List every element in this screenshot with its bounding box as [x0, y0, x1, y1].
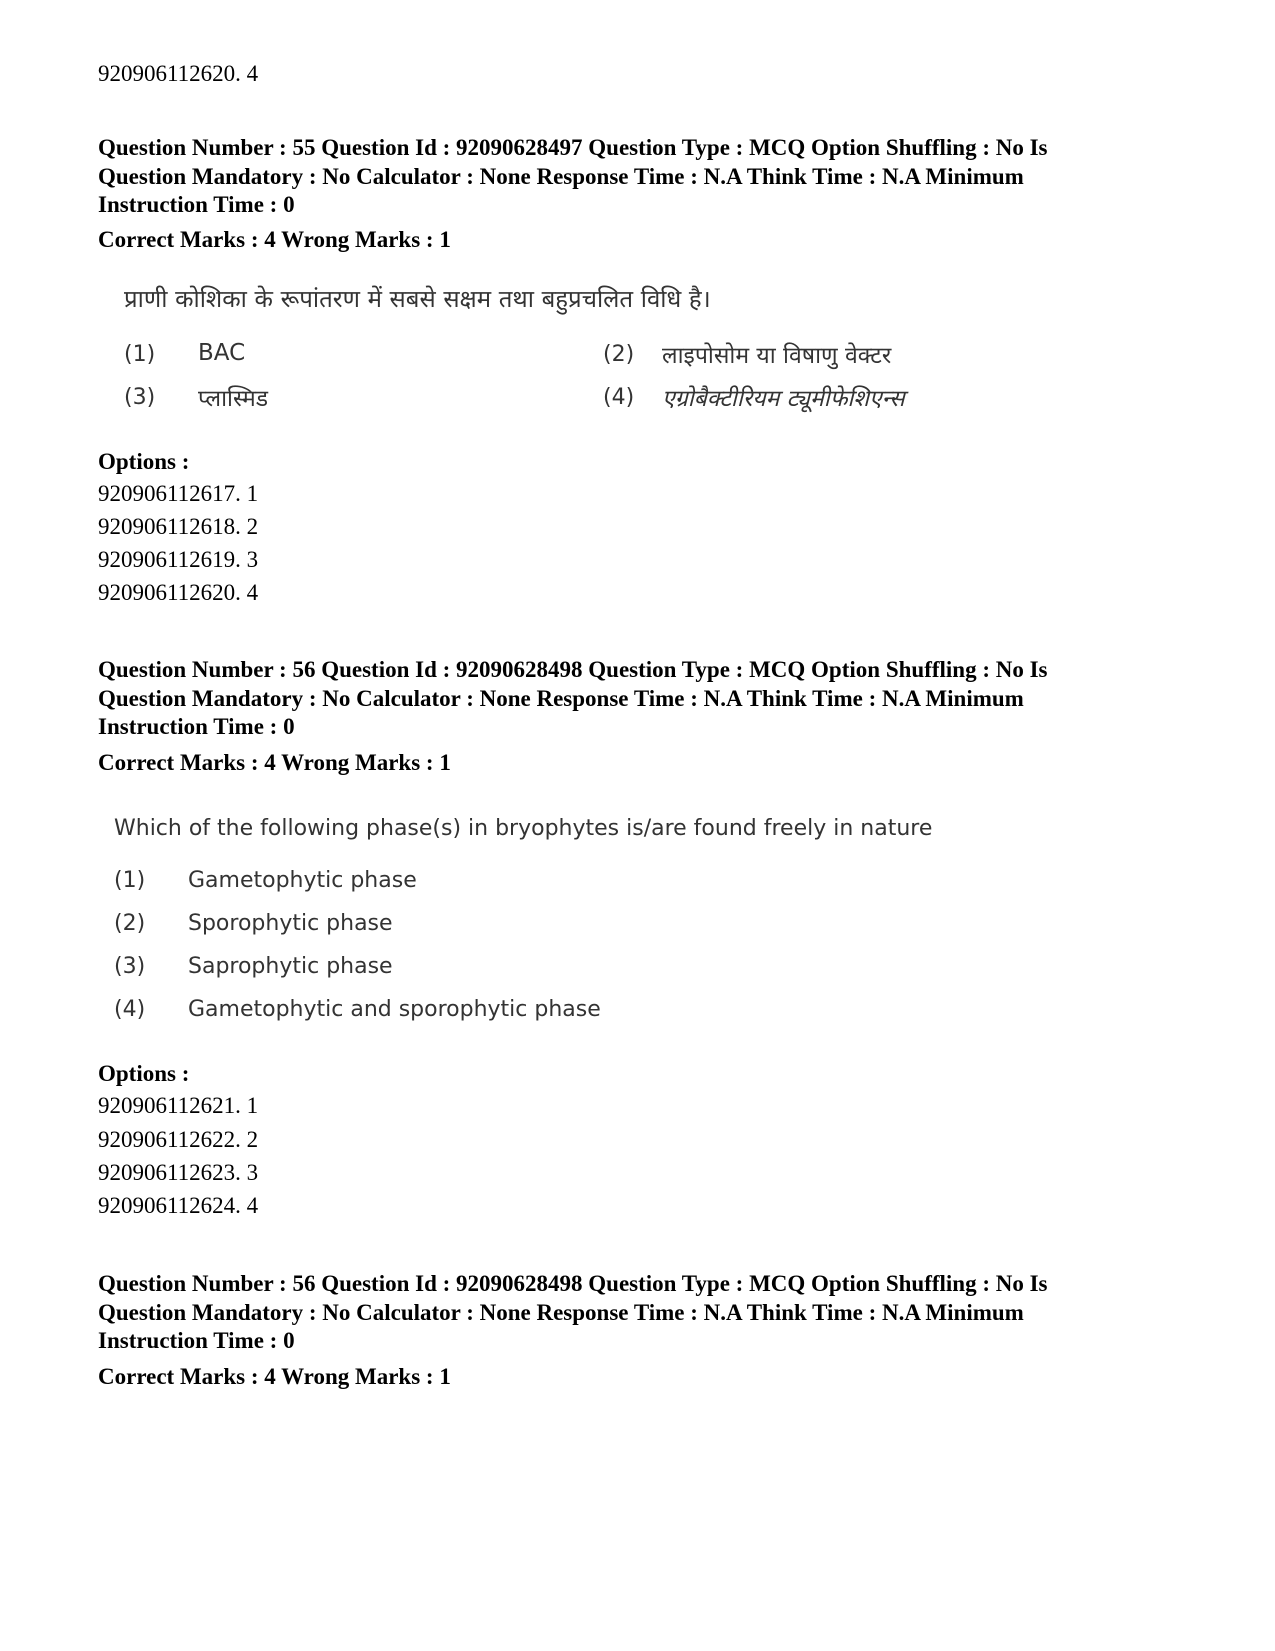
q56-repeat-meta-line2: Question Mandatory : No Calculator : None Response Time : N.A Think Time : N.A Minimum	[98, 1299, 1024, 1325]
q55-choice-3-text: प्लास्मिड	[198, 386, 269, 412]
q56-option-1: 920906112621. 1	[98, 1093, 259, 1118]
q56-repeat-meta-line3: Instruction Time : 0	[98, 1328, 295, 1353]
q55-meta-line3: Instruction Time : 0	[98, 192, 295, 217]
q56-meta-line2: Question Mandatory : No Calculator : None Response Time : N.A Think Time : N.A Minimum	[98, 685, 1024, 711]
q55-choice-4-number: (4)	[603, 385, 635, 410]
q55-meta-line2: Question Mandatory : No Calculator : None Response Time : N.A Think Time : N.A Minimum	[98, 163, 1024, 189]
q56-meta-line3: Instruction Time : 0	[98, 714, 295, 739]
q56-choice-4-text: Gametophytic and sporophytic phase	[188, 997, 601, 1022]
q55-option-3: 920906112619. 3	[98, 547, 259, 572]
q56-choice-2-number: (2)	[114, 911, 146, 936]
q55-meta-line1: Question Number : 55 Question Id : 92090628497 Question Type : MCQ Option Shuffling : No Is	[98, 135, 1048, 160]
q55-options-label: Options :	[98, 449, 190, 474]
q55-option-1: 920906112617. 1	[98, 481, 259, 506]
q56-option-2: 920906112622. 2	[98, 1127, 259, 1152]
q55-choice-1-text: BAC	[198, 340, 246, 366]
q55-choice-1-number: (1)	[124, 342, 156, 367]
q56-option-3: 920906112623. 3	[98, 1160, 259, 1185]
q56-question-text: Which of the following phase(s) in bryophytes is/are found freely in nature	[114, 816, 933, 841]
q55-choice-2-number: (2)	[603, 342, 635, 367]
q55-choice-3-number: (3)	[124, 385, 156, 410]
q56-repeat-meta-line1: Question Number : 56 Question Id : 92090628498 Question Type : MCQ Option Shuffling : No Is	[98, 1271, 1048, 1296]
q55-choice-2-text: लाइपोसोम या विषाणु वेक्टर	[662, 343, 892, 369]
q56-choice-3-number: (3)	[114, 954, 146, 979]
q56-choice-4-number: (4)	[114, 997, 146, 1022]
q55-option-2: 920906112618. 2	[98, 514, 259, 539]
q56-meta-line1: Question Number : 56 Question Id : 92090628498 Question Type : MCQ Option Shuffling : No Is	[98, 657, 1048, 682]
q55-choice-4-text: एग्रोबैक्टीरियम ट्यूमीफेशिएन्स	[662, 386, 905, 412]
q55-metadata	[98, 134, 1178, 220]
q56-choice-1-text: Gametophytic phase	[188, 868, 417, 893]
q55-marks: Correct Marks : 4 Wrong Marks : 1	[98, 227, 451, 252]
q56-option-4: 920906112624. 4	[98, 1193, 259, 1218]
q56-metadata	[98, 656, 1178, 742]
q56-options-label: Options :	[98, 1061, 190, 1086]
q56-choice-3-text: Saprophytic phase	[188, 954, 393, 979]
q56-choice-2-text: Sporophytic phase	[188, 911, 393, 936]
q55-option-4: 920906112620. 4	[98, 580, 259, 605]
q55-question-text: प्राणी कोशिका के रूपांतरण में सबसे सक्षम तथा बहुप्रचलित विधि है।	[124, 285, 711, 313]
q56-repeat-metadata	[98, 1270, 1178, 1356]
q56-marks: Correct Marks : 4 Wrong Marks : 1	[98, 750, 451, 775]
q56-choice-1-number: (1)	[114, 868, 146, 893]
q56-repeat-marks: Correct Marks : 4 Wrong Marks : 1	[98, 1364, 451, 1389]
carryover-option: 920906112620. 4	[98, 61, 259, 86]
